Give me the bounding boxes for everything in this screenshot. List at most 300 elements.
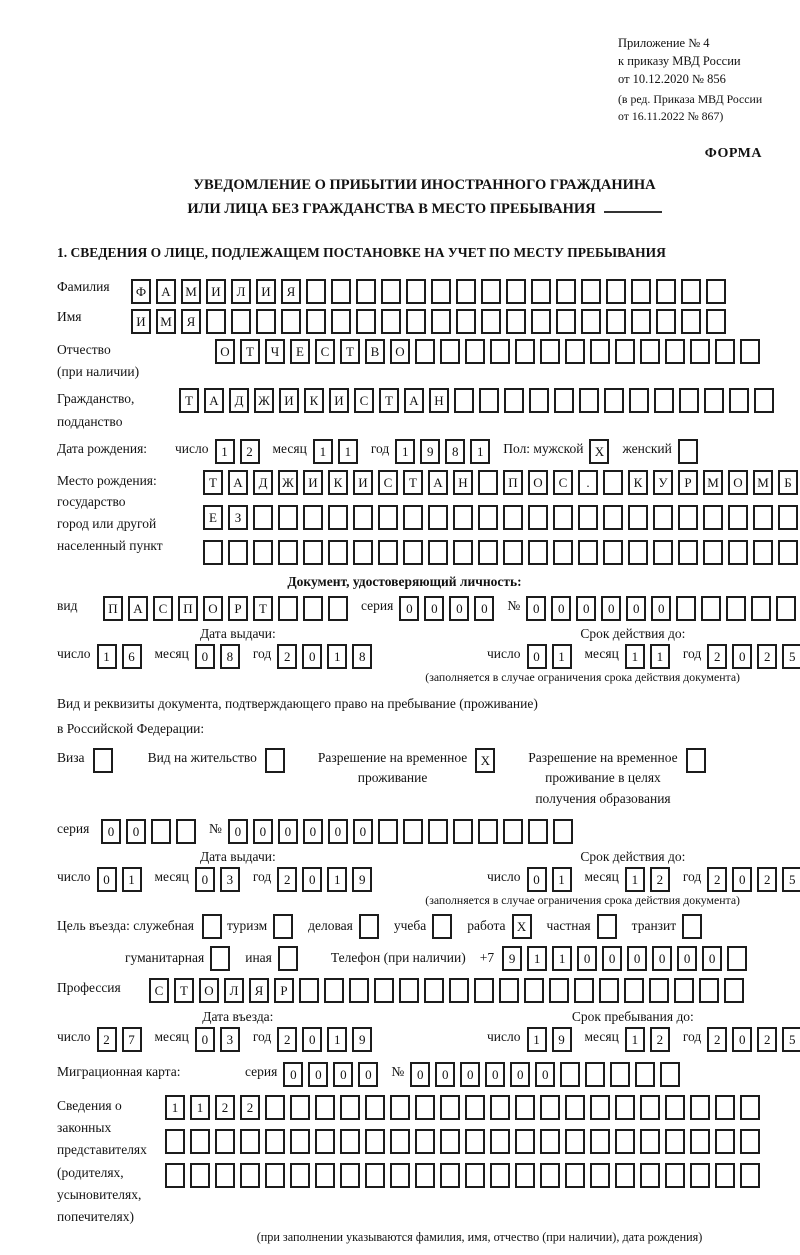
char-box[interactable]	[478, 540, 498, 565]
char-box[interactable]	[190, 1129, 210, 1154]
char-box[interactable]	[340, 1129, 360, 1154]
char-box[interactable]	[515, 339, 535, 364]
char-box[interactable]	[231, 309, 251, 334]
purpose-tourism-checkbox[interactable]	[273, 914, 293, 939]
char-box[interactable]	[565, 1095, 585, 1120]
char-box[interactable]	[556, 309, 576, 334]
char-box[interactable]: Т	[203, 470, 223, 495]
char-box[interactable]: 0	[602, 946, 622, 971]
char-box[interactable]	[515, 1163, 535, 1188]
char-box[interactable]	[681, 309, 701, 334]
char-box[interactable]	[578, 540, 598, 565]
char-box[interactable]: О	[390, 339, 410, 364]
char-box[interactable]: Н	[453, 470, 473, 495]
char-box[interactable]	[504, 388, 524, 413]
char-box[interactable]: 0	[576, 596, 596, 621]
char-box[interactable]: 2	[650, 867, 670, 892]
char-box[interactable]	[631, 309, 651, 334]
char-box[interactable]	[365, 1129, 385, 1154]
char-box[interactable]	[490, 1095, 510, 1120]
char-box[interactable]	[528, 540, 548, 565]
char-box[interactable]	[531, 279, 551, 304]
char-box[interactable]: 0	[732, 867, 752, 892]
char-box[interactable]: К	[328, 470, 348, 495]
char-box[interactable]	[740, 1095, 760, 1120]
char-box[interactable]	[524, 978, 544, 1003]
char-box[interactable]: И	[329, 388, 349, 413]
char-box[interactable]	[703, 505, 723, 530]
char-box[interactable]: Т	[340, 339, 360, 364]
char-box[interactable]: К	[628, 470, 648, 495]
char-box[interactable]: 1	[650, 644, 670, 669]
char-box[interactable]	[556, 279, 576, 304]
char-box[interactable]	[328, 596, 348, 621]
char-box[interactable]: 0	[302, 1027, 322, 1052]
char-box[interactable]	[703, 540, 723, 565]
char-box[interactable]	[399, 978, 419, 1003]
char-box[interactable]: 1	[313, 439, 333, 464]
sex-male-checkbox[interactable]: X	[589, 439, 609, 464]
char-box[interactable]	[615, 1163, 635, 1188]
char-box[interactable]	[506, 309, 526, 334]
char-box[interactable]	[478, 819, 498, 844]
char-box[interactable]: Ф	[131, 279, 151, 304]
char-box[interactable]	[151, 819, 171, 844]
char-box[interactable]: 0	[732, 644, 752, 669]
char-box[interactable]: 1	[552, 867, 572, 892]
char-box[interactable]	[453, 540, 473, 565]
char-box[interactable]	[704, 388, 724, 413]
char-box[interactable]	[690, 339, 710, 364]
char-box[interactable]: 1	[552, 946, 572, 971]
char-box[interactable]	[690, 1129, 710, 1154]
char-box[interactable]: М	[156, 309, 176, 334]
char-box[interactable]: К	[304, 388, 324, 413]
char-box[interactable]	[265, 1129, 285, 1154]
char-box[interactable]: 2	[707, 867, 727, 892]
char-box[interactable]	[726, 596, 746, 621]
title-blank-line[interactable]	[604, 211, 662, 213]
char-box[interactable]: 2	[277, 867, 297, 892]
char-box[interactable]: 6	[122, 644, 142, 669]
char-box[interactable]	[701, 596, 721, 621]
char-box[interactable]: Ж	[254, 388, 274, 413]
char-box[interactable]	[610, 1062, 630, 1087]
char-box[interactable]: И	[303, 470, 323, 495]
char-box[interactable]	[676, 596, 696, 621]
char-box[interactable]	[540, 1129, 560, 1154]
char-box[interactable]: Д	[253, 470, 273, 495]
char-box[interactable]	[453, 505, 473, 530]
char-box[interactable]: 1	[625, 644, 645, 669]
char-box[interactable]: Р	[678, 470, 698, 495]
char-box[interactable]	[599, 978, 619, 1003]
char-box[interactable]	[490, 1163, 510, 1188]
char-box[interactable]	[529, 388, 549, 413]
char-box[interactable]	[456, 309, 476, 334]
char-box[interactable]: О	[215, 339, 235, 364]
char-box[interactable]: 0	[97, 867, 117, 892]
char-box[interactable]: 1	[190, 1095, 210, 1120]
char-box[interactable]	[635, 1062, 655, 1087]
char-box[interactable]: 0	[601, 596, 621, 621]
char-box[interactable]: А	[204, 388, 224, 413]
char-box[interactable]: С	[153, 596, 173, 621]
char-box[interactable]: 0	[302, 644, 322, 669]
char-box[interactable]	[678, 505, 698, 530]
char-box[interactable]: 0	[228, 819, 248, 844]
char-box[interactable]: Т	[179, 388, 199, 413]
char-box[interactable]: 2	[277, 1027, 297, 1052]
char-box[interactable]	[165, 1163, 185, 1188]
char-box[interactable]: 5	[782, 867, 800, 892]
char-box[interactable]: А	[128, 596, 148, 621]
char-box[interactable]: С	[354, 388, 374, 413]
char-box[interactable]	[453, 819, 473, 844]
char-box[interactable]: 9	[352, 867, 372, 892]
char-box[interactable]	[615, 1129, 635, 1154]
char-box[interactable]	[215, 1163, 235, 1188]
char-box[interactable]	[740, 1163, 760, 1188]
char-box[interactable]	[553, 819, 573, 844]
char-box[interactable]	[674, 978, 694, 1003]
char-box[interactable]	[256, 309, 276, 334]
char-box[interactable]: О	[728, 470, 748, 495]
char-box[interactable]	[549, 978, 569, 1003]
char-box[interactable]: 1	[327, 644, 347, 669]
char-box[interactable]	[653, 540, 673, 565]
char-box[interactable]: 3	[220, 867, 240, 892]
char-box[interactable]	[656, 279, 676, 304]
char-box[interactable]	[440, 1095, 460, 1120]
char-box[interactable]: 9	[552, 1027, 572, 1052]
purpose-work-checkbox[interactable]: X	[512, 914, 532, 939]
char-box[interactable]	[665, 339, 685, 364]
char-box[interactable]	[753, 505, 773, 530]
char-box[interactable]: 1	[527, 946, 547, 971]
char-box[interactable]	[515, 1129, 535, 1154]
char-box[interactable]	[603, 470, 623, 495]
char-box[interactable]	[306, 309, 326, 334]
char-box[interactable]	[678, 540, 698, 565]
char-box[interactable]: Я	[249, 978, 269, 1003]
char-box[interactable]	[206, 309, 226, 334]
char-box[interactable]	[424, 978, 444, 1003]
char-box[interactable]	[328, 540, 348, 565]
char-box[interactable]	[328, 505, 348, 530]
char-box[interactable]: 1	[338, 439, 358, 464]
char-box[interactable]	[440, 339, 460, 364]
char-box[interactable]	[165, 1129, 185, 1154]
char-box[interactable]	[690, 1163, 710, 1188]
char-box[interactable]	[665, 1129, 685, 1154]
char-box[interactable]	[474, 978, 494, 1003]
char-box[interactable]	[406, 279, 426, 304]
char-box[interactable]: 0	[474, 596, 494, 621]
char-box[interactable]	[727, 946, 747, 971]
purpose-private-checkbox[interactable]	[597, 914, 617, 939]
char-box[interactable]	[381, 279, 401, 304]
char-box[interactable]	[315, 1129, 335, 1154]
char-box[interactable]	[440, 1129, 460, 1154]
char-box[interactable]	[349, 978, 369, 1003]
temp-residence-checkbox[interactable]: X	[475, 748, 495, 773]
char-box[interactable]	[449, 978, 469, 1003]
char-box[interactable]: Т	[240, 339, 260, 364]
char-box[interactable]: .	[578, 470, 598, 495]
char-box[interactable]: 1	[395, 439, 415, 464]
char-box[interactable]	[381, 309, 401, 334]
char-box[interactable]	[515, 1095, 535, 1120]
char-box[interactable]	[503, 540, 523, 565]
char-box[interactable]	[728, 505, 748, 530]
char-box[interactable]	[378, 505, 398, 530]
char-box[interactable]	[740, 339, 760, 364]
char-box[interactable]	[481, 279, 501, 304]
char-box[interactable]	[629, 388, 649, 413]
purpose-official-checkbox[interactable]	[202, 914, 222, 939]
char-box[interactable]: 0	[551, 596, 571, 621]
char-box[interactable]	[278, 540, 298, 565]
char-box[interactable]	[403, 819, 423, 844]
char-box[interactable]	[456, 279, 476, 304]
char-box[interactable]	[656, 309, 676, 334]
char-box[interactable]	[479, 388, 499, 413]
char-box[interactable]	[428, 540, 448, 565]
char-box[interactable]	[403, 540, 423, 565]
char-box[interactable]	[751, 596, 771, 621]
char-box[interactable]	[365, 1095, 385, 1120]
char-box[interactable]	[581, 309, 601, 334]
char-box[interactable]: П	[178, 596, 198, 621]
char-box[interactable]: М	[181, 279, 201, 304]
char-box[interactable]: З	[228, 505, 248, 530]
char-box[interactable]	[565, 339, 585, 364]
char-box[interactable]: Т	[403, 470, 423, 495]
char-box[interactable]	[431, 309, 451, 334]
char-box[interactable]: 9	[420, 439, 440, 464]
char-box[interactable]: А	[228, 470, 248, 495]
char-box[interactable]: 0	[527, 867, 547, 892]
char-box[interactable]: 0	[283, 1062, 303, 1087]
char-box[interactable]	[281, 309, 301, 334]
char-box[interactable]: 9	[352, 1027, 372, 1052]
char-box[interactable]: 2	[757, 867, 777, 892]
char-box[interactable]: 2	[97, 1027, 117, 1052]
char-box[interactable]: Б	[778, 470, 798, 495]
char-box[interactable]	[306, 279, 326, 304]
char-box[interactable]: А	[156, 279, 176, 304]
char-box[interactable]	[585, 1062, 605, 1087]
char-box[interactable]: С	[315, 339, 335, 364]
char-box[interactable]: И	[279, 388, 299, 413]
char-box[interactable]	[315, 1095, 335, 1120]
char-box[interactable]: 0	[308, 1062, 328, 1087]
char-box[interactable]	[290, 1129, 310, 1154]
char-box[interactable]: 0	[527, 644, 547, 669]
char-box[interactable]: 2	[707, 1027, 727, 1052]
char-box[interactable]	[640, 1095, 660, 1120]
char-box[interactable]: Е	[203, 505, 223, 530]
char-box[interactable]	[253, 505, 273, 530]
char-box[interactable]: Л	[224, 978, 244, 1003]
char-box[interactable]	[503, 505, 523, 530]
char-box[interactable]	[481, 309, 501, 334]
char-box[interactable]: И	[256, 279, 276, 304]
char-box[interactable]	[356, 309, 376, 334]
char-box[interactable]	[465, 1163, 485, 1188]
char-box[interactable]: Р	[274, 978, 294, 1003]
char-box[interactable]	[579, 388, 599, 413]
char-box[interactable]	[365, 1163, 385, 1188]
char-box[interactable]: 0	[410, 1062, 430, 1087]
char-box[interactable]	[528, 819, 548, 844]
char-box[interactable]	[640, 1163, 660, 1188]
char-box[interactable]: В	[365, 339, 385, 364]
char-box[interactable]: 0	[353, 819, 373, 844]
char-box[interactable]: О	[199, 978, 219, 1003]
char-box[interactable]: С	[553, 470, 573, 495]
char-box[interactable]	[740, 1129, 760, 1154]
char-box[interactable]: 0	[101, 819, 121, 844]
char-box[interactable]: Е	[290, 339, 310, 364]
char-box[interactable]	[315, 1163, 335, 1188]
char-box[interactable]	[724, 978, 744, 1003]
char-box[interactable]: 9	[502, 946, 522, 971]
char-box[interactable]: 5	[782, 1027, 800, 1052]
temp-residence-education-checkbox[interactable]	[686, 748, 706, 773]
char-box[interactable]: О	[203, 596, 223, 621]
char-box[interactable]	[753, 540, 773, 565]
char-box[interactable]	[290, 1163, 310, 1188]
char-box[interactable]	[590, 1095, 610, 1120]
char-box[interactable]	[679, 388, 699, 413]
char-box[interactable]	[729, 388, 749, 413]
char-box[interactable]	[560, 1062, 580, 1087]
char-box[interactable]	[428, 505, 448, 530]
char-box[interactable]	[203, 540, 223, 565]
char-box[interactable]: 3	[220, 1027, 240, 1052]
char-box[interactable]	[581, 279, 601, 304]
char-box[interactable]: 2	[650, 1027, 670, 1052]
char-box[interactable]	[553, 540, 573, 565]
char-box[interactable]	[690, 1095, 710, 1120]
char-box[interactable]	[403, 505, 423, 530]
char-box[interactable]	[353, 540, 373, 565]
char-box[interactable]	[253, 540, 273, 565]
char-box[interactable]	[465, 1129, 485, 1154]
char-box[interactable]	[565, 1163, 585, 1188]
char-box[interactable]	[706, 279, 726, 304]
char-box[interactable]: 1	[552, 644, 572, 669]
char-box[interactable]	[215, 1129, 235, 1154]
char-box[interactable]: 0	[302, 867, 322, 892]
char-box[interactable]: 1	[327, 867, 347, 892]
char-box[interactable]: М	[703, 470, 723, 495]
char-box[interactable]	[628, 540, 648, 565]
char-box[interactable]: Л	[231, 279, 251, 304]
purpose-other-checkbox[interactable]	[278, 946, 298, 971]
char-box[interactable]	[465, 1095, 485, 1120]
char-box[interactable]	[454, 388, 474, 413]
char-box[interactable]: 0	[333, 1062, 353, 1087]
char-box[interactable]	[631, 279, 651, 304]
purpose-transit-checkbox[interactable]	[682, 914, 702, 939]
visa-checkbox[interactable]	[93, 748, 113, 773]
char-box[interactable]	[240, 1129, 260, 1154]
char-box[interactable]	[649, 978, 669, 1003]
char-box[interactable]: 0	[526, 596, 546, 621]
char-box[interactable]	[715, 1095, 735, 1120]
char-box[interactable]: Я	[281, 279, 301, 304]
char-box[interactable]	[240, 1163, 260, 1188]
char-box[interactable]	[565, 1129, 585, 1154]
char-box[interactable]	[715, 1163, 735, 1188]
char-box[interactable]	[176, 819, 196, 844]
char-box[interactable]	[776, 596, 796, 621]
char-box[interactable]	[228, 540, 248, 565]
char-box[interactable]: 5	[782, 644, 800, 669]
char-box[interactable]: 0	[303, 819, 323, 844]
char-box[interactable]: 1	[527, 1027, 547, 1052]
char-box[interactable]	[778, 505, 798, 530]
char-box[interactable]	[415, 1095, 435, 1120]
char-box[interactable]	[265, 1095, 285, 1120]
char-box[interactable]	[728, 540, 748, 565]
char-box[interactable]: 0	[358, 1062, 378, 1087]
char-box[interactable]: А	[404, 388, 424, 413]
char-box[interactable]	[490, 1129, 510, 1154]
char-box[interactable]: И	[353, 470, 373, 495]
char-box[interactable]: С	[378, 470, 398, 495]
char-box[interactable]: Р	[228, 596, 248, 621]
char-box[interactable]: У	[653, 470, 673, 495]
char-box[interactable]: О	[528, 470, 548, 495]
char-box[interactable]	[278, 596, 298, 621]
char-box[interactable]: 0	[435, 1062, 455, 1087]
char-box[interactable]	[331, 309, 351, 334]
char-box[interactable]: 2	[277, 644, 297, 669]
char-box[interactable]	[590, 1129, 610, 1154]
char-box[interactable]	[604, 388, 624, 413]
char-box[interactable]: 0	[195, 1027, 215, 1052]
char-box[interactable]	[406, 309, 426, 334]
char-box[interactable]	[265, 1163, 285, 1188]
char-box[interactable]: Ж	[278, 470, 298, 495]
char-box[interactable]	[715, 339, 735, 364]
char-box[interactable]: 0	[195, 644, 215, 669]
char-box[interactable]: 0	[126, 819, 146, 844]
char-box[interactable]: С	[149, 978, 169, 1003]
char-box[interactable]	[528, 505, 548, 530]
char-box[interactable]	[603, 540, 623, 565]
char-box[interactable]	[340, 1163, 360, 1188]
char-box[interactable]	[278, 505, 298, 530]
char-box[interactable]	[654, 388, 674, 413]
char-box[interactable]: 8	[445, 439, 465, 464]
char-box[interactable]	[553, 505, 573, 530]
char-box[interactable]: 1	[470, 439, 490, 464]
char-box[interactable]	[681, 279, 701, 304]
char-box[interactable]: Т	[253, 596, 273, 621]
char-box[interactable]: Т	[174, 978, 194, 1003]
char-box[interactable]	[653, 505, 673, 530]
char-box[interactable]: Ч	[265, 339, 285, 364]
char-box[interactable]: 1	[625, 1027, 645, 1052]
char-box[interactable]	[415, 339, 435, 364]
char-box[interactable]	[353, 505, 373, 530]
char-box[interactable]	[290, 1095, 310, 1120]
